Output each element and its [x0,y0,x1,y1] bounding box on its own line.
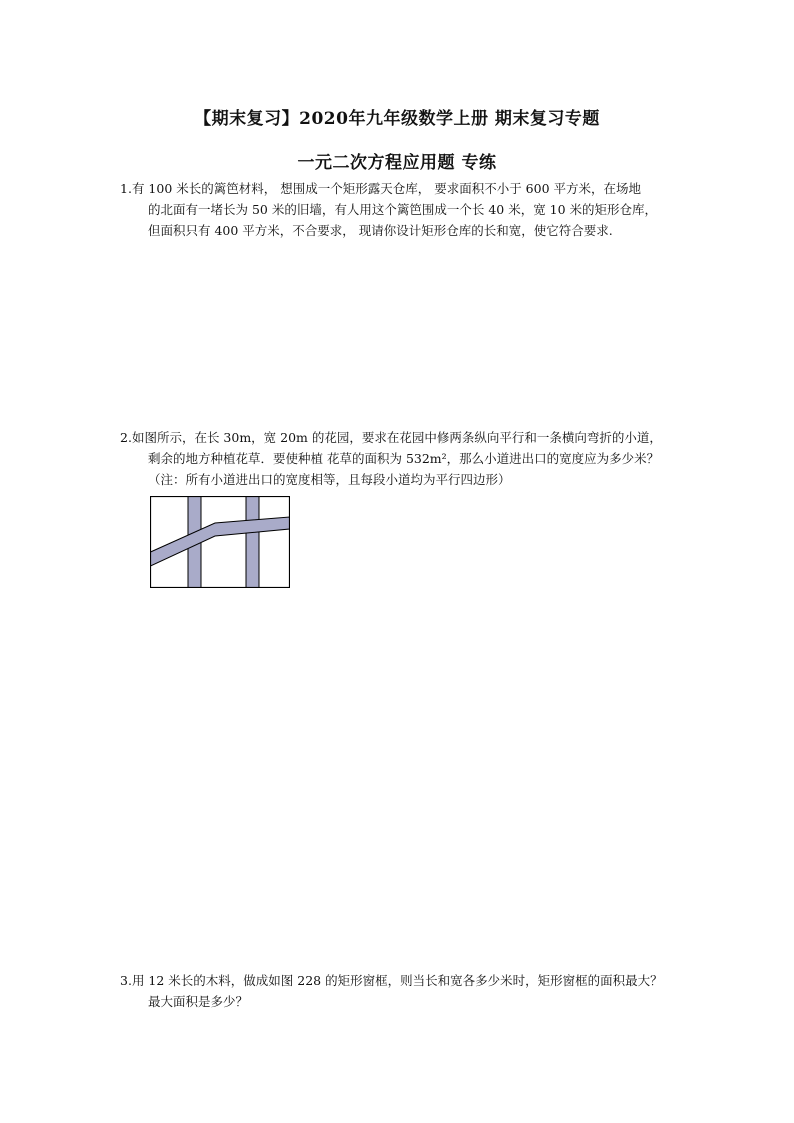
problem-3-line-1 [120,970,663,991]
garden-background [151,497,290,588]
problem-2-number: 2. [120,430,132,445]
problem-2-line-1 [120,427,662,448]
problem-1-line-1 [120,178,657,199]
problem-3 [120,970,663,1012]
vertical-path-right [246,497,259,588]
problem-1-line-3: 但面积只有 400 平方米，不合要求， 现请你设计矩形仓库的长和宽，使它符合要求. [148,223,613,238]
problem-2 [120,427,662,490]
page-subtitle: 一元二次方程应用题 专练 [297,153,497,173]
problem-3-line-2: 最大面积是多少？ [148,994,249,1009]
page-title: 【期末复习】2020年九年级数学上册 期末复习专题 [194,109,600,129]
problem-2-note: （注：所有小道进出口的宽度相等，且每段小道均为平行四边形） [148,472,511,487]
problem-1 [120,178,657,241]
problem-1-number: 1. [120,181,132,196]
problem-2-text-1: 如图所示，在长 30m，宽 20m 的花园，要求在花园中修两条纵向平行和一条横向弯折的小道， [131,430,662,445]
problem-3-number: 3. [120,973,132,988]
garden-path-figure [150,496,290,588]
problem-2-line-2: 剩余的地方种植花草．要使种植 花草的面积为 532m²，那么小道进出口的宽度应为多少米？ [148,451,660,466]
problem-1-line-2: 的北面有一堵长为 50 米的旧墙，有人用这个篱笆围成一个长 40 米，宽 10 米的矩形仓库， [148,202,658,217]
problem-1-text-1: 有 100 米长的篱笆材料， 想围成一个矩形露天仓库， 要求面积不小于 600 平方米，在场地 [131,181,641,196]
problem-3-text-1: 用 12 米长的木料，做成如图 228 的矩形窗框，则当长和宽各多少米时，矩形窗框的面积最大？ [131,973,663,988]
